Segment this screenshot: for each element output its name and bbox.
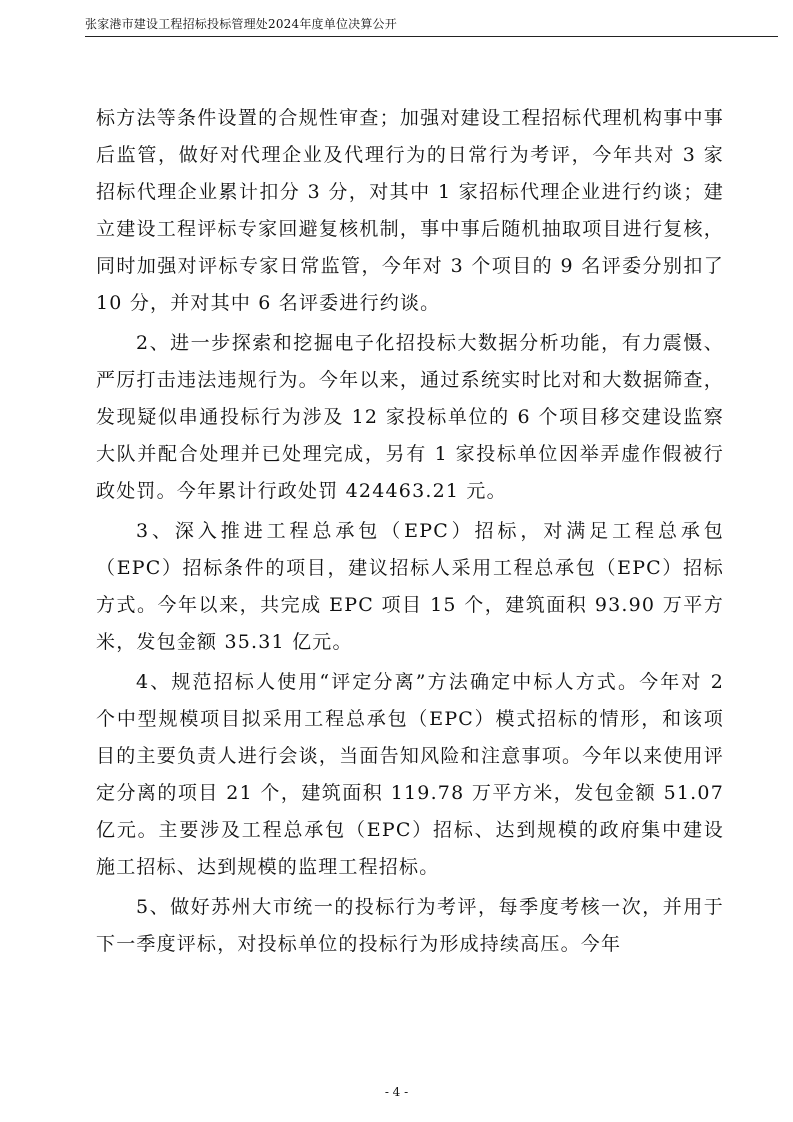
page-header <box>85 10 778 37</box>
paragraph-item-4: 4、规范招标人使用“评定分离”方法确定中标人方式。今年对 2 个中型规模项目拟采用工程总承包（EPC）模式招标的情形，和该项目的主要负责人进行会谈，当面告知风险和注意事项。今年以来使用评定分离的项目 21 个，建筑面积 119.78 万平方米，发包金额 51.07 亿元。主要涉及工程总承包（EPC）招标、达到规模的政府集中建设施工招标、达到规模的监理工程招标。 <box>96 671 724 878</box>
paragraph-item-5: 5、做好苏州大市统一的投标行为考评，每季度考核一次，并用于下一季度评标，对投标单位的投标行为形成持续高压。今年 <box>96 896 724 955</box>
document-body <box>96 100 724 963</box>
header-title: 张家港市建设工程招标投标管理处2024年度单位决算公开 <box>85 17 397 31</box>
paragraph-item-3: 3、深入推进工程总承包（EPC）招标，对满足工程总承包（EPC）招标条件的项目，建议招标人采用工程总承包（EPC）招标方式。今年以来，共完成 EPC 项目 15 个，建筑面积 93.90 万平方米，发包金额 35.31 亿元。 <box>96 520 724 653</box>
paragraph-item-2: 2、进一步探索和挖掘电子化招投标大数据分析功能，有力震慑、严厉打击违法违规行为。今年以来，通过系统实时比对和大数据筛查，发现疑似串通投标行为涉及 12 家投标单位的 6 个项目移交建设监察大队并配合处理并已处理完成，另有 1 家投标单位因举弄虚作假被行政处罚。今年累计行政处罚 424463.21 元。 <box>96 332 724 502</box>
page-number: - 4 - <box>384 1085 409 1099</box>
paragraph-continuation: 标方法等条件设置的合规性审查；加强对建设工程招标代理机构事中事后监管，做好对代理企业及代理行为的日常行为考评，今年共对 3 家招标代理企业累计扣分 3 分，对其中 1 家招标代理企业进行约谈；建立建设工程评标专家回避复核机制，事中事后随机抽取项目进行复核，同时加强对评标专家日常监管，今年对 3 个项目的 9 名评委分别扣了 10 分，并对其中 6 名评委进行约谈。 <box>96 107 724 314</box>
